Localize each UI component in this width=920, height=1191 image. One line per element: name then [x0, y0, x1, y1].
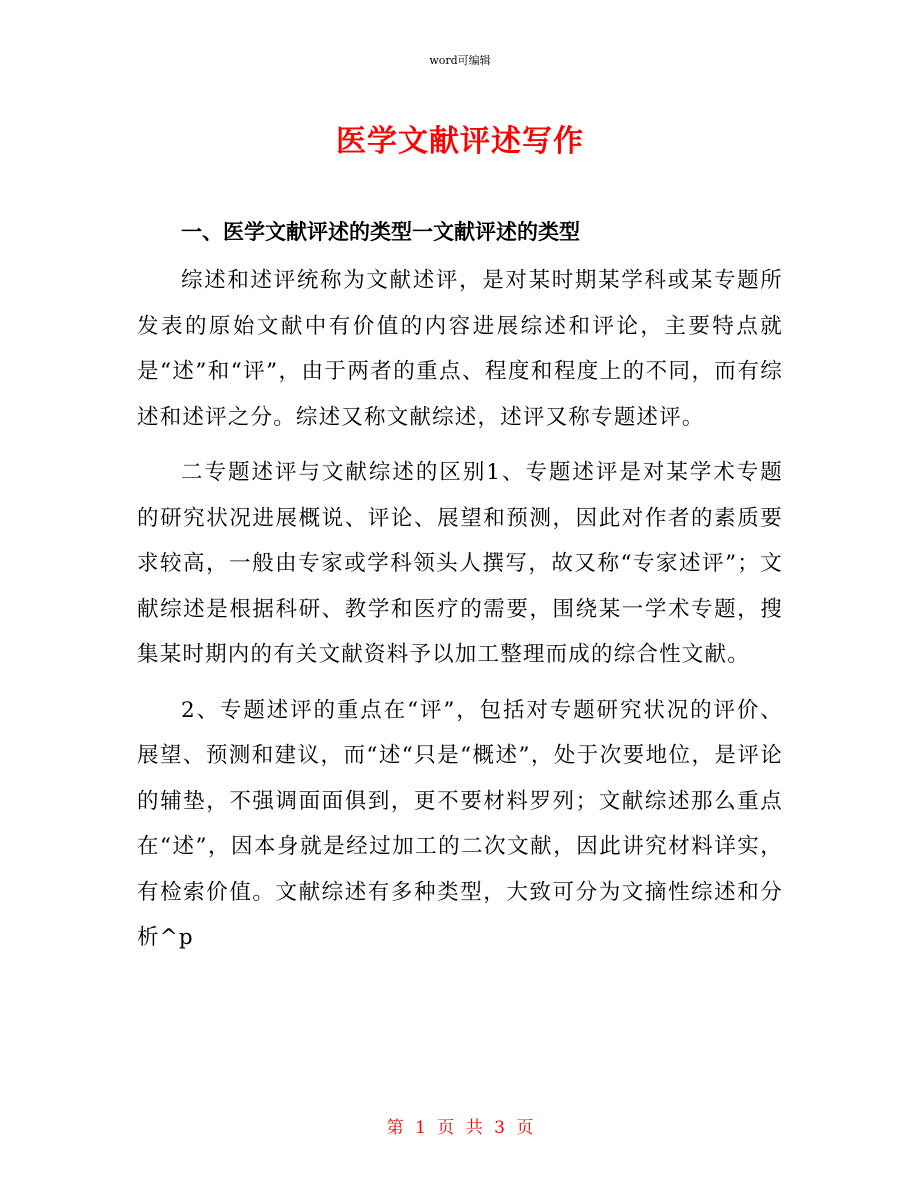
- document-title: 医学文献评述写作: [336, 124, 584, 159]
- page-number-footer: 第 1 页 共 3 页: [386, 1118, 534, 1138]
- body-paragraph: 2、专题述评的重点在“评”，包括对专题研究状况的评价、展望、预测和建议，而“述“只是“概述”，处于次要地位，是评论的辅垫，不强调面面俱到，更不要材料罗列；文献综述那么重点在“述”，因本身就是经过加工的二次文献，因此讲究材料详实，有检索价值。文献综述有多种类型，大致可分为文摘性综述和分析^p: [137, 697, 783, 950]
- body-paragraph: 二专题述评与文献综述的区别1、专题述评是对某学术专题的研究状况进展概说、评论、展望和预测，因此对作者的素质要求较高，一般由专家或学科领头人撰写，故又称“专家述评”；文献综述是根据科研、教学和医疗的需要，围绕某一学术专题，搜集某时期内的有关文献资料予以加工整理而成的综合性文献。: [137, 460, 783, 667]
- document-body: [137, 214, 783, 971]
- header-note: word可编辑: [429, 54, 491, 67]
- section-heading: 一、医学文献评述的类型一文献评述的类型: [181, 220, 580, 244]
- body-paragraph: 综述和述评统称为文献述评，是对某时期某学科或某专题所发表的原始文献中有价值的内容进展综述和评论，主要特点就是“述”和“评”，由于两者的重点、程度和程度上的不同，而有综述和述评之分。综述又称文献综述，述评又称专题述评。: [137, 268, 783, 430]
